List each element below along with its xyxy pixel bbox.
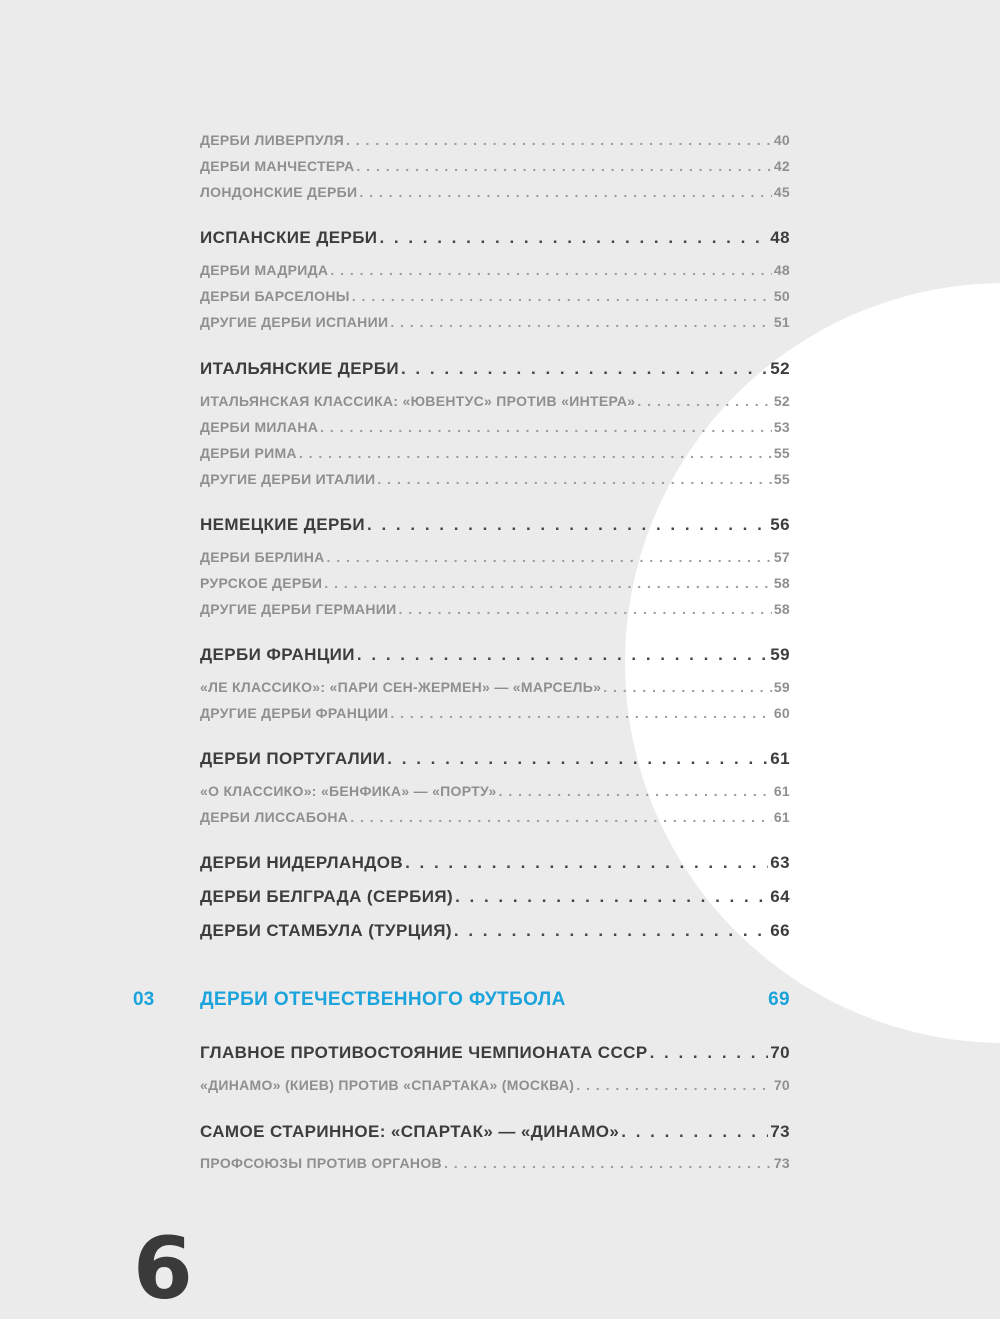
toc-entry[interactable] (200, 262, 790, 278)
toc-entry-page: 55 (773, 445, 790, 461)
toc-entry[interactable] (200, 549, 790, 565)
toc-entry[interactable] (200, 314, 790, 330)
dot-leader (320, 419, 772, 435)
toc-entry-title: «ДИНАМО» (КИЕВ) ПРОТИВ «СПАРТАКА» (МОСКВА) (200, 1077, 575, 1093)
toc-section-page: 56 (770, 515, 790, 534)
toc-section-page: 73 (770, 1122, 790, 1141)
toc-entry-page: 51 (773, 314, 790, 330)
dot-leader (405, 853, 768, 873)
dot-leader (455, 887, 768, 907)
dot-leader (390, 705, 771, 721)
toc-entry-title: ДЕРБИ ЛИВЕРПУЛЯ (200, 132, 344, 148)
toc-section-title: НЕМЕЦКИЕ ДЕРБИ (200, 515, 366, 534)
toc-entry-page: 40 (773, 132, 790, 148)
toc-entry-page: 52 (773, 393, 790, 409)
toc-entry-title: ДЕРБИ МАДРИДА (200, 262, 329, 278)
toc-section-page: 48 (770, 228, 790, 247)
toc-section-page: 64 (770, 887, 790, 906)
dot-leader (350, 809, 772, 825)
toc-section[interactable] (200, 921, 790, 941)
toc-entry-page: 53 (773, 419, 790, 435)
dot-leader (444, 1155, 772, 1171)
toc-section-page: 59 (770, 645, 790, 664)
toc-entry-title: ЛОНДОНСКИЕ ДЕРБИ (200, 184, 358, 200)
toc-entry-page: 60 (773, 705, 790, 721)
dot-leader (499, 783, 772, 799)
toc-entry[interactable] (200, 184, 790, 200)
dot-leader (401, 359, 768, 379)
toc-entry-title: РУРСКОЕ ДЕРБИ (200, 575, 323, 591)
toc-entry-title: «ЛЕ КЛАССИКО»: «ПАРИ СЕН-ЖЕРМЕН» — «МАРСЕЛЬ» (200, 679, 602, 695)
dot-leader (356, 158, 771, 174)
toc-entry-page: 45 (773, 184, 790, 200)
toc-entry-page: 42 (773, 158, 790, 174)
dot-leader (359, 184, 771, 200)
toc-entry-title: ДЕРБИ РИМА (200, 445, 297, 461)
toc-section[interactable] (200, 887, 790, 907)
dot-leader (330, 262, 771, 278)
toc-entry-title: ДЕРБИ ЛИССАБОНА (200, 809, 349, 825)
dot-leader (352, 288, 772, 304)
toc-entry[interactable] (200, 1077, 790, 1093)
toc-entry-title: ДЕРБИ МИЛАНА (200, 419, 319, 435)
toc-section-title: ИТАЛЬЯНСКИЕ ДЕРБИ (200, 359, 399, 378)
toc-section[interactable] (200, 228, 790, 248)
toc-entry-title: ДРУГИЕ ДЕРБИ ФРАНЦИИ (200, 705, 389, 721)
toc-section-title: ИСПАНСКИЕ ДЕРБИ (200, 228, 378, 247)
toc-entry-page: 58 (773, 601, 790, 617)
toc-entry-page: 50 (773, 288, 790, 304)
toc-entry-page: 55 (773, 471, 790, 487)
toc-section-title: ДЕРБИ БЕЛГРАДА (СЕРБИЯ) (200, 887, 454, 906)
dot-leader (398, 601, 771, 617)
toc-section[interactable] (200, 749, 790, 769)
toc-section[interactable] (200, 1122, 790, 1142)
toc-section-page: 52 (770, 359, 790, 378)
toc-section[interactable] (200, 1043, 790, 1063)
dot-leader (327, 549, 772, 565)
dot-leader (454, 921, 768, 941)
page-number: 6 (133, 1219, 193, 1319)
toc-section-title: ДЕРБИ НИДЕРЛАНДОВ (200, 853, 404, 872)
toc-entry-title: ДРУГИЕ ДЕРБИ ИСПАНИИ (200, 314, 389, 330)
dot-leader (390, 314, 772, 330)
toc-section-title: САМОЕ СТАРИННОЕ: «СПАРТАК» — «ДИНАМО» (200, 1122, 620, 1141)
chapter-heading[interactable] (200, 989, 790, 1011)
dot-leader (367, 515, 768, 535)
toc-entry[interactable] (200, 575, 790, 591)
toc-entry[interactable] (200, 419, 790, 435)
toc-entry-title: ПРОФСОЮЗЫ ПРОТИВ ОРГАНОВ (200, 1155, 442, 1171)
toc-entry-page: 73 (773, 1155, 790, 1171)
dot-leader (357, 645, 768, 665)
toc-section[interactable] (200, 645, 790, 665)
toc-entry-page: 61 (773, 809, 790, 825)
toc-entry[interactable] (200, 601, 790, 617)
toc-entry-page: 48 (773, 262, 790, 278)
toc-entry[interactable] (200, 471, 790, 487)
toc-entry-title: ДЕРБИ БЕРЛИНА (200, 549, 325, 565)
toc-entry-title: ДЕРБИ БАРСЕЛОНЫ (200, 288, 350, 304)
toc-entry-page: 59 (773, 679, 790, 695)
dot-leader (379, 228, 768, 248)
toc-entry-page: 61 (773, 783, 790, 799)
dot-leader (377, 471, 771, 487)
toc-entry-title: ДЕРБИ МАНЧЕСТЕРА (200, 158, 355, 174)
toc-section-title: ДЕРБИ ФРАНЦИИ (200, 645, 355, 664)
dot-leader (637, 393, 771, 409)
toc-entry[interactable] (200, 679, 790, 695)
dot-leader (650, 1043, 769, 1063)
toc-section-page: 66 (770, 921, 790, 940)
toc-entry-page: 58 (773, 575, 790, 591)
toc-section-title: ДЕРБИ СТАМБУЛА (ТУРЦИЯ) (200, 921, 452, 940)
toc-section[interactable] (200, 359, 790, 379)
toc-section-page: 70 (770, 1043, 790, 1062)
toc-entry[interactable] (200, 809, 790, 825)
dot-leader (621, 1122, 768, 1142)
toc-entry[interactable] (200, 705, 790, 721)
toc-section[interactable] (200, 853, 790, 873)
dot-leader (387, 749, 768, 769)
toc-entry[interactable] (200, 158, 790, 174)
chapter-number: 03 (133, 989, 155, 1010)
chapter-title: ДЕРБИ ОТЕЧЕСТВЕННОГО ФУТБОЛА (200, 989, 566, 1010)
toc-section-page: 61 (770, 749, 790, 768)
toc-entry[interactable] (200, 393, 790, 409)
dot-leader (346, 132, 772, 148)
dot-leader (603, 679, 772, 695)
toc-section[interactable] (200, 515, 790, 535)
toc-section-title: ГЛАВНОЕ ПРОТИВОСТОЯНИЕ ЧЕМПИОНАТА СССР (200, 1043, 648, 1062)
toc-entry[interactable] (200, 445, 790, 461)
toc-entry[interactable] (200, 783, 790, 799)
toc-entry-page: 70 (773, 1077, 790, 1093)
toc-entry-title: ДРУГИЕ ДЕРБИ ИТАЛИИ (200, 471, 376, 487)
toc-entry-title: ИТАЛЬЯНСКАЯ КЛАССИКА: «ЮВЕНТУС» ПРОТИВ «ИНТЕРА» (200, 393, 636, 409)
toc-entry[interactable] (200, 1155, 790, 1171)
dot-leader (299, 445, 772, 461)
toc-entry-title: ДРУГИЕ ДЕРБИ ГЕРМАНИИ (200, 601, 397, 617)
toc-section-page: 63 (770, 853, 790, 872)
toc-entry[interactable] (200, 288, 790, 304)
toc-entry-page: 57 (773, 549, 790, 565)
toc-entry[interactable] (200, 132, 790, 148)
toc-entry-title: «О КЛАССИКО»: «БЕНФИКА» — «ПОРТУ» (200, 783, 497, 799)
chapter-page: 69 (768, 989, 790, 1010)
toc-section-title: ДЕРБИ ПОРТУГАЛИИ (200, 749, 386, 768)
dot-leader (576, 1077, 772, 1093)
dot-leader (324, 575, 772, 591)
